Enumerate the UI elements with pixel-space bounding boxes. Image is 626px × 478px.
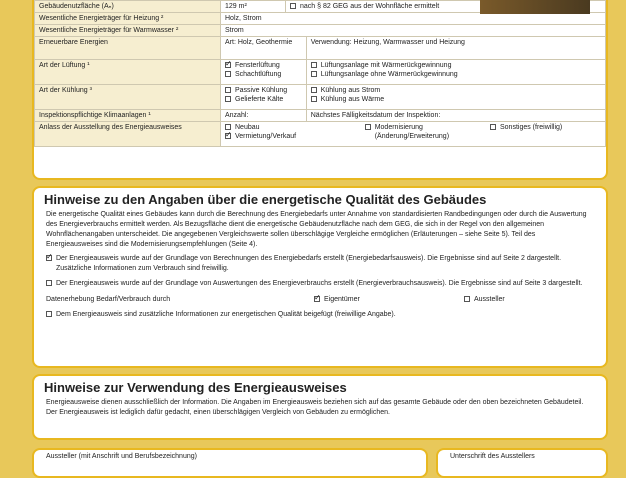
reason-options: Neubau ✓Vermietung/Verkauf Modernisierung (Änderung/Erweiterung) Sonstiges (freiwillig) (221, 122, 606, 147)
signature-box (436, 448, 608, 478)
table-row (35, 85, 606, 110)
heating-carrier-value: Holz, Strom (221, 13, 606, 25)
owner-label: Eigentümer (324, 296, 360, 303)
table-row (35, 37, 606, 60)
cooling-heat-checkbox[interactable] (311, 96, 317, 102)
data-collection-label: Datenerhebung Bedarf/Verbrauch durch (46, 296, 171, 303)
owner-checkbox[interactable] (314, 296, 320, 302)
extra-info-row (46, 310, 594, 320)
demand-certificate-text: Der Energieausweis wurde auf der Grundlage von Berechnungen des Energiebedarfs erstellt (Energiebedarfsausweis). Die Ergebnisse sind auf Seite 2 dargestellt. Zusätzliche Informationen zum Verbrauch sind freiwillig. (56, 255, 562, 272)
ventilation-label: Art der Lüftung ¹ (35, 60, 221, 85)
quality-notes-title: Hinweise zu den Angaben über die energetische Qualität des Gebäudes (44, 192, 487, 207)
consumption-certificate-checkbox[interactable] (46, 280, 52, 286)
heating-carrier-label: Wesentliche Energieträger für Heizung ² (35, 13, 221, 25)
quality-notes-intro: Die energetische Qualität eines Gebäudes kann durch die Berechnung des Energiebedarfs unter Annahme von standardisierten Randbedingungen oder durch die Auswertung des Energieverbrauchs ermittelt werden. Als Bezugsfläche dient die energetische Gebäudenutzfläche nach dem GEG, die sich in der Regel von den allgemeinen Wohnflächenangaben unterscheidet. Die angegebenen Vergleichswerte sollen überschlägige Vergleiche ermöglichen (Erläuterungen – siehe Seite 5). Teil des Energieausweises sind die Modernisierungsempfehlungen (Seite 4). (46, 211, 587, 248)
demand-option-row (46, 254, 594, 274)
inspection-count: Anzahl: (221, 110, 307, 122)
table-row (35, 13, 606, 25)
issuer-checkbox[interactable] (464, 296, 470, 302)
table-row (35, 122, 606, 147)
usage-notes-text: Energieausweise dienen ausschließlich der Information. Die Angaben im Energieausweis beziehen sich auf das gesamte Gebäude oder den oben bezeichneten Gebäudeteil. Der Energieausweis ist lediglich dafür gedacht, einen überschlägigen Vergleich von Gebäuden zu ermöglichen. (46, 399, 584, 416)
cooling-label: Art der Kühlung ³ (35, 85, 221, 110)
issuer-label: Aussteller (474, 296, 505, 303)
extra-info-text: Dem Energieausweis sind zusätzliche Informationen zur energetischen Qualität beigefügt (freiwillige Angabe). (56, 311, 396, 318)
reason-label: Anlass der Ausstellung des Energieausweises (35, 122, 221, 147)
building-info-panel (32, 0, 608, 180)
demand-certificate-checkbox[interactable] (46, 255, 52, 261)
area-value: 129 m² (221, 1, 286, 13)
water-carrier-label: Wesentliche Energieträger für Warmwasser ² (35, 25, 221, 37)
cooling-options-b: Kühlung aus Strom Kühlung aus Wärme (306, 85, 605, 110)
cooling-options-a: Passive Kühlung Gelieferte Kälte (221, 85, 307, 110)
modernisation-checkbox[interactable] (365, 124, 371, 130)
other-reason-checkbox[interactable] (490, 124, 496, 130)
renewable-use: Verwendung: Heizung, Warmwasser und Heizung (306, 37, 605, 60)
issuer-address-box (32, 448, 428, 478)
extra-info-checkbox[interactable] (46, 311, 52, 317)
rent-sale-checkbox[interactable] (225, 133, 231, 139)
table-row (35, 60, 606, 85)
window-ventilation-checkbox[interactable] (225, 62, 231, 68)
usage-notes-title: Hinweise zur Verwendung des Energieausweises (44, 380, 347, 395)
usage-notes-section (32, 374, 608, 440)
delivered-cold-checkbox[interactable] (225, 96, 231, 102)
consumption-option-row (46, 279, 594, 289)
shaft-ventilation-checkbox[interactable] (225, 71, 231, 77)
table-row (35, 110, 606, 122)
renewable-art: Art: Holz, Geothermie (221, 37, 307, 60)
table-row (35, 25, 606, 37)
renewable-label: Erneuerbare Energien (35, 37, 221, 60)
quality-notes-section (32, 186, 608, 368)
ventilation-no-recovery-checkbox[interactable] (311, 71, 317, 77)
water-carrier-value: Strom (221, 25, 606, 37)
area-extra-cell: nach § 82 GEG aus der Wohnfläche ermittelt (286, 1, 606, 13)
area-label: Gebäudenutzfläche (Aₙ) (35, 1, 221, 13)
passive-cooling-checkbox[interactable] (225, 87, 231, 93)
ventilation-recovery-checkbox[interactable] (311, 62, 317, 68)
building-photo (480, 0, 590, 14)
ventilation-options-b: Lüftungsanlage mit Wärmerückgewinnung Lüftungsanlage ohne Wärmerückgewinnung (306, 60, 605, 85)
ventilation-options-a: ✓ Fensterlüftung Schachtlüftung (221, 60, 307, 85)
issuer-address-label: Aussteller (mit Anschrift und Berufsbezeichnung) (46, 453, 197, 460)
inspection-due: Nächstes Fälligkeitsdatum der Inspektion: (306, 110, 605, 122)
cooling-electric-checkbox[interactable] (311, 87, 317, 93)
inspection-label: Inspektionspflichtige Klimaanlagen ¹ (35, 110, 221, 122)
consumption-certificate-text: Der Energieausweis wurde auf der Grundlage von Auswertungen des Energieverbrauchs erstellt (Energieverbrauchsausweis). Die Ergebnisse sind auf Seite 3 dargestellt. (56, 280, 583, 287)
signature-label: Unterschrift des Ausstellers (450, 453, 535, 460)
data-collection-row (46, 295, 594, 305)
area-wohnflaeche-checkbox[interactable] (290, 3, 296, 9)
building-info-table (34, 0, 606, 147)
